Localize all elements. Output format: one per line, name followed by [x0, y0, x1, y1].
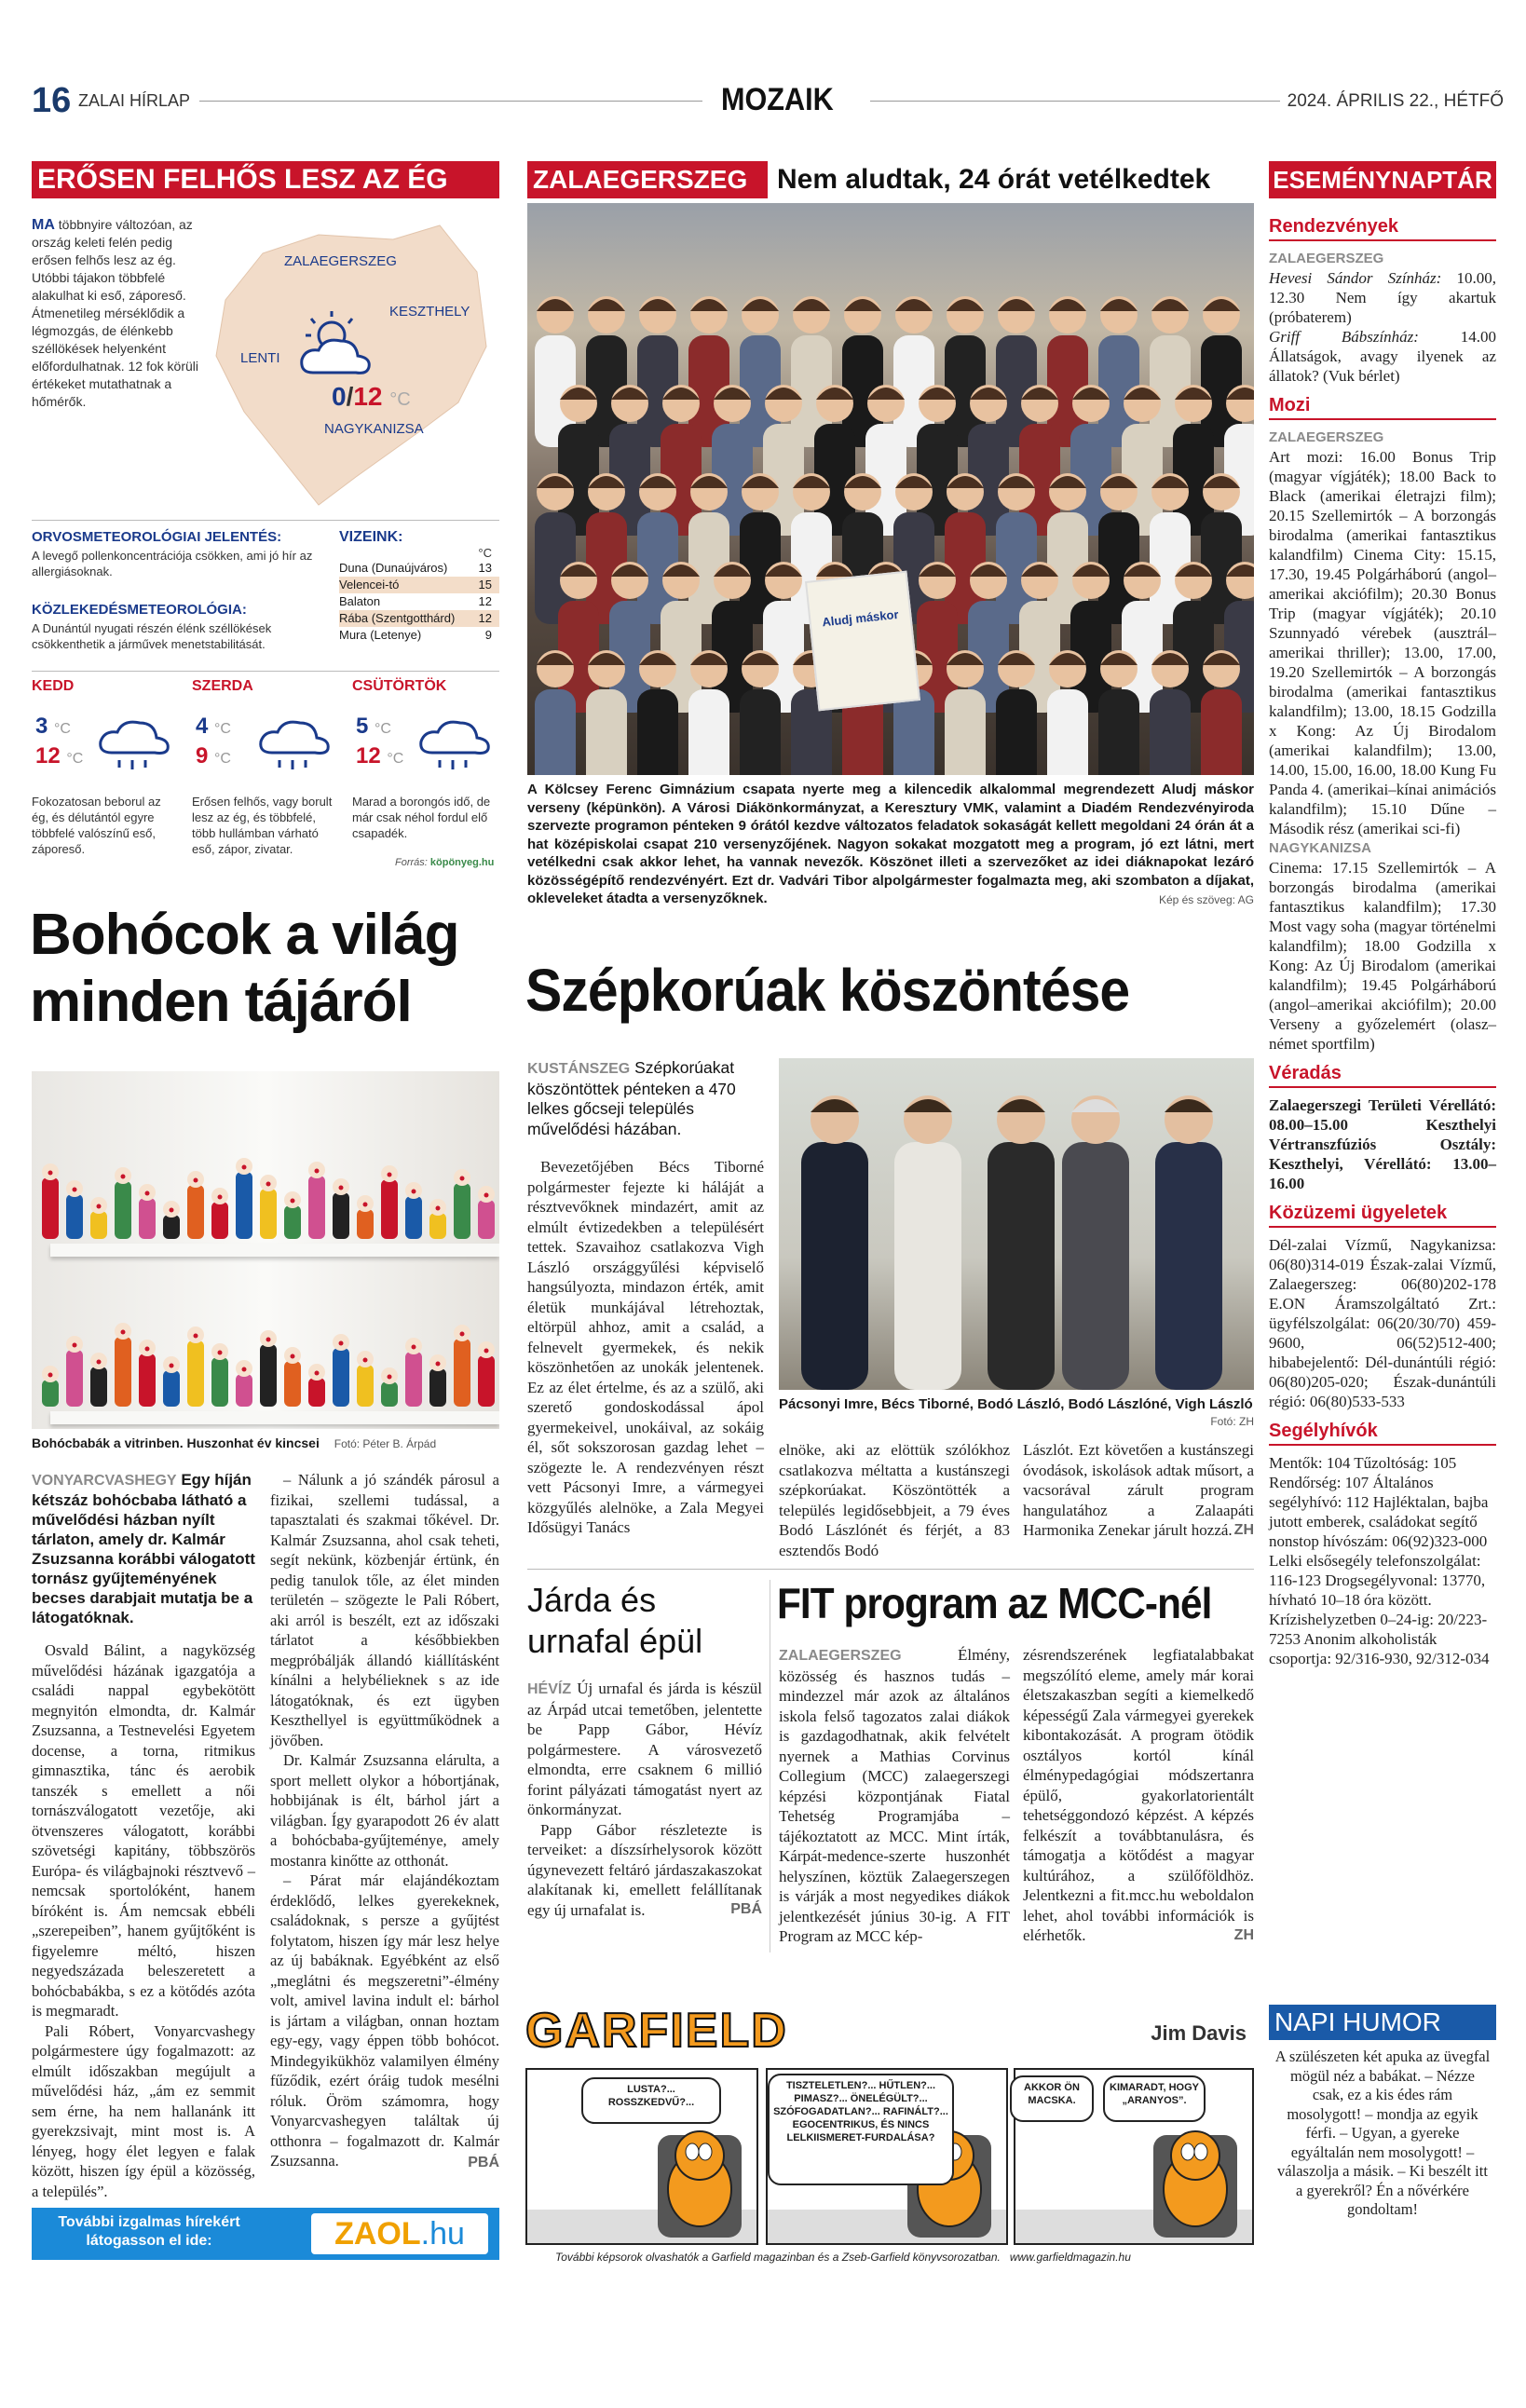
vizek-temp: 12 [478, 611, 492, 625]
sidebar-title: ESEMÉNYNAPTÁR [1269, 161, 1496, 198]
szepkor-signature: ZH [1233, 1521, 1254, 1538]
szepkor-photo [779, 1058, 1254, 1390]
jarda-text1: Új urnafal és járda is készül az Árpád utcai temetőben, jelentette be Papp Gábor, Hévíz polgármestere. A városvezető elmondta, erre csaknem 6 millió forint pályázati támogatást nyert az önkormányzat. [527, 1680, 762, 1818]
verseny-credit: Kép és szöveg: AG [1158, 893, 1254, 906]
szepkor-credit: Fotó: ZH [1210, 1415, 1254, 1428]
bohoc-caption-text: Bohócbabák a vitrinben. Huszonhat év kincsei [32, 1435, 320, 1450]
garfield-panels [525, 2068, 1254, 2245]
map-temp-low: 0 [332, 382, 347, 411]
forecast-text: Marad a borongós idő, de már csak néhol fordul elő csapadék. [352, 795, 491, 840]
szepkor-caption [779, 1395, 1254, 1431]
clown-doll [308, 1162, 325, 1239]
zaol-ad-line2: látogasson el ide: [86, 2233, 212, 2249]
bohoc-lead [32, 1470, 255, 1627]
jarda-text2: Papp Gábor részletezte is terveiket: a díszsírhelysorok között úgynevezett feltáró járdaszakaszokat alakítanak ki, emellett felállítanak egy új urnafalat is. [527, 1820, 762, 1919]
forecast-day-name: CSÜTÖRTÖK [352, 678, 447, 694]
napi-humor-box [1269, 2005, 1496, 2265]
weather-ma-label: MA [32, 217, 55, 233]
crowd-person [740, 650, 781, 775]
vizek-rows [339, 560, 499, 644]
szepkor-kicker: KUSTÁNSZEG [527, 1061, 631, 1077]
speech-bubble: LUSTA?... ROSSZKEDVŰ?... [581, 2077, 721, 2124]
vizek-row [339, 627, 499, 644]
clown-doll [187, 1326, 204, 1407]
clown-doll [211, 1188, 228, 1239]
sidebar-content [1269, 216, 1496, 1668]
sidebar-rend-list [1269, 268, 1496, 386]
clown-doll [66, 1180, 83, 1239]
zaol-ad[interactable] [32, 2208, 499, 2260]
header-date: 2024. ÁPRILIS 22., HÉTFŐ [1287, 91, 1504, 111]
szepkor-col2 [779, 1440, 1010, 1560]
group-person [894, 1095, 961, 1390]
weather-title: ERŐSEN FELHŐS LESZ AZ ÉG [32, 161, 499, 198]
page-header [32, 80, 1504, 121]
bohoc-title-line2: minden tájáról [30, 970, 412, 1034]
szepkor-lead [527, 1058, 764, 1139]
clown-doll [42, 1163, 59, 1239]
forecast-hi: 12 °C [356, 743, 404, 769]
vizek-name: Mura (Letenye) [339, 628, 422, 642]
sidebar-rend-city: ZALAEGERSZEG [1269, 251, 1384, 266]
clown-doll [90, 1353, 107, 1407]
crowd-person [586, 650, 627, 775]
kozl-title: KÖZLEKEDÉSMETEOROLÓGIA: [32, 602, 247, 618]
clown-doll [429, 1199, 446, 1239]
clown-doll [115, 1323, 131, 1407]
section-title: MOZAIK [721, 82, 834, 117]
szepkor-title: Szépkorúak köszöntése [525, 957, 1130, 1024]
clown-doll [211, 1343, 228, 1407]
map-city-lenti: LENTI [240, 350, 280, 366]
jarda-body [527, 1679, 762, 1920]
bohoc-kicker: VONYARCVASHEGY [32, 1473, 177, 1489]
vizek-temp: 13 [478, 561, 492, 575]
forecast-day [32, 678, 181, 883]
vizek-name: Velencei-tó [339, 578, 400, 592]
group-person [801, 1095, 868, 1390]
sidebar-mozi-text1: Art mozi: 16.00 Bonus Trip (magyar vígjáték); 18.00 Back to Black (amerikai életrajzi film); 20.15 Szellemirtók – A borzongás birodalma (amerikai fantasztikus kalandfilm) Cinema City: 15.15, 17.30, 19.45 Polgárháború (angol–amerikai akciófilm); 20.30 Bonus Trip (magyar vígjáték); 20.10 Szunnyadó vérebek (ausztrál–amerikai thriller); 13.00, 17.00, 19.20 Szellemirtók – A borzongás birodalma (amerikai fantasztikus kalandfilm); 13.00, 18.15 Godzilla x Kong: Az Új Birodalom (amerikai kalandfilm); 13.00, 14.00, 15.00, 16.00, 18.00 Kung Fu Panda 4. (amerikai–kínai animációs kalandfilm); 15.10 Dűne – Második rész (amerikai sci-fi) [1269, 448, 1496, 837]
jarda-headline [527, 1580, 760, 1662]
vizek-table [339, 529, 499, 644]
sidebar-mozi-text2: Cinema: 17.15 Szellemirtók – A borzongás birodalma (amerikai fantasztikus kalandfilm); 17.30 Most vagy soha (magyar történelmi kalandfilm); 18.00 Godzilla x Kong: Az Új Birodalom (amerikai kalandfilm); 19.45 Polgárháború (angol–amerikai akciófilm); 20.00 Verseny a győzelemért (olasz–német sportfilm) [1269, 859, 1496, 1053]
bohoc-col1 [32, 1470, 255, 2201]
rend-item [1269, 327, 1496, 386]
orvos-title: ORVOSMETEOROLÓGIAI JELENTÉS: [32, 529, 282, 545]
fit-col2 [1023, 1645, 1254, 1945]
crowd-person [535, 650, 576, 775]
bohoc-photo-credit: Fotó: Péter B. Árpád [334, 1437, 437, 1450]
map-city-keszthely: KESZTHELY [389, 304, 470, 320]
szepkor-body1: Bevezetőjében Bécs Tiborné polgármester fejezte ki háláját a résztvevőknek mindazért, amit az elmúlt évtizedekben a településért tettek. Szavaihoz csatlakozva Vigh László országgyűlési képviselő hangsúlyozta, mindazon érték, amit életük munkájával létrehoztak, eltörpül ahhoz, amit a család, a felnevelt gyermekek, és nekik köszönhetően az unokák jelentenek. Ez az élet értelme, és az a szülő, aki szerető gondoskodással ápol gyermekeivel, unokáival, az sokáig él, sőt sokszorosan gazdag lehet – szögezte le. A rendezvényen részt vett Pácsonyi Imre, a vármegyei közgyűlés alelnöke, a Zala Megyei Idősügyi Tanács [527, 1158, 764, 1536]
clown-doll [357, 1351, 374, 1407]
clown-doll [163, 1201, 180, 1239]
vizek-unit: °C [478, 546, 492, 560]
clown-doll [139, 1184, 156, 1239]
szepkor-body3: Lászlót. Ezt követően a kustánszegi óvodások, iskolások adtak műsort, a vacsorával zárult program hangulatához a Zalaapáti Harmonika Zenekar járult hozzá. [1023, 1441, 1254, 1539]
crowd-person [1098, 650, 1139, 775]
rend-place: Griff Bábszínház: [1269, 328, 1419, 346]
forecast-day [192, 678, 341, 883]
bohoc-headline [30, 902, 505, 1036]
sidebar-segely-text: Mentők: 104 Tűzoltóság: 105 Rendőrség: 107 Általános segélyhívó: 112 Hajléktalan, bajba jutott emberek, családokat segítő nonstop hívószám: 06(92)323-000 Lelki elsősegély telefonszolgálat: 116-123 Drogsegélyvonal: 13770, hívható 10–18 óra között. Krízishelyzetben 0–24-ig: 20/223-7253 Anonim alkoholisták csoportja: 92/316-930, 92/312-034 [1269, 1454, 1490, 1667]
rend-place: Hevesi Sándor Színház: [1269, 269, 1442, 287]
rain-cloud-icon [97, 712, 171, 777]
sidebar-rendezvenyek-head: Rendezvények [1269, 216, 1496, 241]
verseny-photo [527, 203, 1254, 775]
clown-doll [187, 1171, 204, 1239]
vizek-temp: 9 [484, 628, 492, 642]
vizek-temp: 12 [478, 594, 492, 608]
map-city-nagykanizsa: NAGYKANIZSA [324, 421, 424, 437]
speech-bubble: AKKOR ÖN MACSKA. [1010, 2075, 1094, 2122]
fit-signature: ZH [1233, 1926, 1254, 1943]
clown-doll [333, 1334, 349, 1407]
weather-divider [32, 520, 499, 521]
speech-bubble: TISZTELETLEN?... HŰTLEN?... PIMASZ?... ÖNELÉGÜLT?... SZÓFOGADATLAN?... RAFINÁLT?... EGOCENTRIKUS, ÉS NINCS LELKIISMERET-FURDALÁSA? [768, 2074, 954, 2185]
forecast-lo: 3 °C [35, 714, 71, 739]
garfield-logo: GARFIELD [525, 2004, 788, 2058]
clown-doll [478, 1341, 495, 1407]
jarda-title-line2: urnafal épül [527, 1622, 703, 1660]
crowd-person [1047, 650, 1088, 775]
fit-body2: zésrendszerének legfiatalabbakat megszólító eleme, amely már korai életszakaszban segíti a kiemelkedő képességű Zala vármegyei gyerekek kibontakozását. A program ötödik osztályos kortól kínál élménypedagógiai módszertanra épülő, gyakorlatorientált tehetséggondozó képzést. A képzés felkészít a továbbtanulásra, és támogatja a kötődést a magyar kultúrához, a szülőföldhöz. Jelentkezni a fit.mcc.hu weboldalon lehet, ahol további információk is elérhetők. [1023, 1646, 1254, 1944]
jarda-kicker: HÉVÍZ [527, 1681, 572, 1697]
clown-doll [429, 1354, 446, 1407]
crowd-person [1201, 650, 1242, 775]
mid-divider [527, 1569, 1254, 1570]
fit-body1: Élmény, közösség és hasznos tudás – mindezzel már azok az általános iskola felső tagozatos zalai diákok is gazdagodhatnak, akik felvételt nyernek a Mathias Corvinus Collegium (MCC) zalaegerszegi képzési központjának Fiatal Tehetség Programjába – tájékoztatott az MCC. Mint írták, Kárpát-medence-szerte huszonhét helyszínen, köztük Zalaegerszegen is várják a most negyedikes diákok jelentkezését június 30-ig. A FIT Program az MCC kép- [779, 1646, 1010, 1945]
forecast-day-name: SZERDA [192, 678, 253, 694]
humor-title: NAPI HUMOR [1269, 2005, 1496, 2040]
forecast-hi: 12 °C [35, 743, 84, 769]
kozl-text: A Dunántúl nyugati részén élénk széllökések csökkenthetik a járművek menetstabilitását. [32, 621, 272, 651]
vizek-row [339, 610, 499, 627]
map-city-zalaegerszeg: ZALAEGERSZEG [284, 253, 397, 269]
forecast-source [395, 857, 494, 868]
rend-item [1269, 268, 1496, 327]
clown-doll [236, 1158, 252, 1239]
zaol-ad-text [47, 2213, 252, 2251]
clown-doll [357, 1195, 374, 1239]
bohoc-para4: Dr. Kalmár Zsuzsanna elárulta, a sport mellett olykor a hóbortjának, hobbijának is élt, bárhol járt a világban. Így gyarapodott 26 év alatt a bohócbaba-gyűjteménye, amely mostanra kinőtte az otthonát. [270, 1751, 499, 1870]
bohoc-para2: Pali Róbert, Vonyarcvashegy polgármestere úgy fogalmazott: az elmúlt időszakban megújult a művelődési ház, „ám ez semmit sem érne, ha nem hallanánk itt gyerekzsivajt, mint most is. A lényeg, hogy élet legyen e falak között, hiszen így épül a közösség, a település”. [32, 2021, 255, 2200]
verseny-sign [805, 571, 920, 712]
clown-doll [139, 1340, 156, 1407]
forecast-days [32, 678, 499, 883]
clown-doll [163, 1356, 180, 1407]
forecast-day [352, 678, 501, 883]
zaol-logo-main: ZAOL [334, 2216, 421, 2252]
weather-divider-2 [32, 671, 499, 672]
bohoc-para3: – Nálunk a jó szándék párosul a fizikai, szellemi tudással, a tapasztalati és szakmai tőkével. Dr. Kalmár Zsuzsanna, ahol csak teheti, segít nekünk, közbenjár értünk, én pedig tanulok tőle, az élet minden területén – szögezte le Pali Róbert, aki arról is beszélt, ezt az időszaki tárlatot a későbbiekben megpróbálják állandó kiállításként kínálni a helybélieknek s az ide látogatóknak, és ezt ügyben Keszthellyel is együttműködnek a jövőben. [270, 1471, 499, 1749]
weather-today-text [32, 216, 199, 411]
rend-text: 14.00 Állatságok, avagy ilyenek az állatok? (Vuk bérlet) [1269, 328, 1496, 385]
fit-kicker: ZALAEGERSZEG [779, 1648, 902, 1664]
sidebar-mozi-city2: NAGYKANIZSA [1269, 840, 1372, 856]
verseny-kicker: ZALAEGERSZEG [527, 161, 768, 198]
sidebar-kozuzemi-text: Dél-zalai Vízmű, Nagykanizsa: 06(80)314-019 Észak-zalai Vízmű, Zalaegerszeg: 06(80)202-178 E.ON Áramszolgáltató Zrt.: ügyfélszolgálat: 06(20/30/70) 459-9600, 06(52)512-400; hibabejelentő: Dél-dunántúli régió: 06(80)205-020; Észak-dunántúli régió: 06(80)533-533 [1269, 1236, 1496, 1410]
garfield-strip [525, 2001, 1254, 2271]
verseny-caption-text: A Kölcsey Ferenc Gimnázium csapata nyerte meg a kilencedik alkalommal megrendezett Aludj máskor verseny (képünkön). A Városi Diákönkormányzat, a Keresztury VMK, valamint a Diadém Rendezvényiroda szervezte programon pénteken 9 órától kezdve változatos feladatok sokaságát kellett megoldani 24 órán át a hat középiskolai csapat 210 versenyzőjének. Nagyon sokakat mozgatott meg a program, jó ezt látni, mert vetélkedni csak akkor lehet, ha vannak nevezők. Köszönet illeti a szervezőket az idei diáknapokat lezáró közösségépítő rendezvényért. Ezt dr. Vadvári Tibor alpolgármester fogalmazta meg, aki szombaton a díjakat, okleveleket átadta a versenyzőknek. [527, 782, 1254, 906]
clown-doll [381, 1367, 398, 1407]
bohoc-para5: – Párat már elajándékoztam érdeklődő, lelkes gyerekeknek, családoknak, s persze a gyűjtést folytatom, hiszen így már lesz helye az új babáknak. Egyébként az első „meglátni és megszeretni”-élmény volt, amivel lavina indult el: bárhol is jártam a világban, onnan hoztam egy-egy, vagy éppen több bohócot. Mindegyikükhöz valamilyen élmény fűződik, ezért óráig tudok mesélni róluk. Öröm számomra, hogy Vonyarcvashegyen találtak új otthonra – fogalmazott dr. Kalmár Zsuzsanna. [270, 1871, 499, 2170]
forras-label: Forrás: [395, 857, 428, 868]
verseny-caption [527, 781, 1254, 910]
vizek-row [339, 593, 499, 610]
vizek-row [339, 577, 499, 593]
clown-doll [284, 1191, 301, 1239]
rain-cloud-icon [417, 712, 492, 777]
forecast-text: Fokozatosan beborul az ég, és délutántól egyre többfelé valószínű eső, záporeső. [32, 795, 161, 856]
vizek-title: VIZEINK: [339, 529, 403, 545]
crowd-person [688, 650, 729, 775]
bohoc-title-line1: Bohócok a világ [30, 903, 459, 967]
zaol-logo[interactable] [311, 2213, 488, 2254]
clown-doll [42, 1366, 59, 1407]
crowd-person [945, 650, 986, 775]
bohoc-photo [32, 1071, 499, 1429]
sidebar-segely-head: Segélyhívók [1269, 1421, 1496, 1446]
page-number: 16 [32, 81, 72, 120]
clown-doll [90, 1197, 107, 1239]
group-person [1155, 1095, 1222, 1390]
group-person [1062, 1095, 1129, 1390]
header-rule-right [870, 101, 1280, 102]
clown-doll [478, 1186, 495, 1239]
bohoc-para1: Osvald Bálint, a nagyközség művelődési házának igazgatója a családi nappal egybekötött megnyitón elmondta, dr. Kalmár Zsuzsanna, a Testnevelési Egyetem docense, a torna, ritmikus gimnasztika, tánc és aerobik tanszék s emellett a női tornászválogatott vezetője, aki ötvenszeres válogatott, korábbi szövetségi kapitány, többszörös Európa- és világbajnoki résztvevő – nemcsak sportolóként, hanem bíróként is. Ám nemcsak ebbéli „szerepeiben”, hanem gyűjtőként is figyelemre méltó, hiszen negyedszázada beleszeretett a bohócbabákba, s ez a kötődés azóta is megmaradt. [32, 1641, 255, 2020]
forecast-text: Erősen felhős, vagy borult lesz az ég, és többfelé, több hullámban várható eső, zápor, zivatar. [192, 795, 333, 856]
sidebar-veradas-text: Zalaegerszegi Területi Vérellátó: 08.00–15.00 Keszthelyi Vértranszfúziós Osztály: Keszthelyi, Vérellátó: 13.00–16.00 [1269, 1096, 1496, 1192]
crowd-person [996, 650, 1037, 775]
vizek-name: Duna (Dunaújváros) [339, 561, 448, 575]
clown-doll [333, 1178, 349, 1239]
vizek-row [339, 560, 499, 577]
bohoc-col2 [270, 1470, 499, 2172]
szepkor-lead-text: Szépkorúakat köszöntöttek pénteken a 470 lelkes gőcseji település művelődési házában. [527, 1058, 736, 1138]
szepkor-body2: elnöke, aki az elöttük szólókhoz csatlakozva méltatta a kustánszegi szépkorúakat. Köszöntötték a település legidősebbjeit, a 79 éves Bodó Lászlónét és férjét, a 83 esztendős Bodó [779, 1441, 1010, 1559]
zaol-ad-line1: További izgalmas hírekért [58, 2214, 240, 2230]
clown-doll [405, 1182, 422, 1239]
fit-col1 [779, 1645, 1010, 1947]
map-temp-high: 12 [353, 382, 383, 411]
bohoc-caption [32, 1435, 499, 1453]
clown-doll [236, 1360, 252, 1407]
sidebar-veradas-head: Véradás [1269, 1063, 1496, 1088]
humor-text: A szülészeten két apuka az üvegfal mögül néz a babákat. – Nézze csak, ez a kis édes rám mosolygott! – mondja az egyik férfi. – Ugyan, a gyereke egyáltalán nem mosolygott! – válaszolja a másik. – Ki beszélt itt a gyerekről? Én a nővérkére gondoltam! [1274, 2047, 1491, 2218]
clown-doll [405, 1338, 422, 1407]
bohoc-signature: PBÁ [468, 2154, 499, 2170]
garfield-footer: További képsorok olvashatók a Garfield magazinban és a Zseb-Garfield könyvsorozatban. www.garfieldmagazin.hu [555, 2251, 1131, 2264]
szepkor-col1 [527, 1157, 764, 1538]
map-temperature: 0/12 °C [332, 382, 411, 411]
clown-doll [308, 1364, 325, 1407]
jarda-signature: PBÁ [730, 1901, 762, 1917]
weather-ma-body: többnyire változóan, az ország keleti felén pedig erősen felhős lesz az ég. Utóbbi tájakon többfelé alakulhat ki eső, záporeső. Átmenetileg mérséklődik a légmozgás, de élénkebb széllökések helyenként előfordulhatnak. 12 fok körüli értékeket mutathatnak a hőmérők. [32, 217, 198, 409]
clown-doll [381, 1165, 398, 1239]
rain-cloud-icon [257, 712, 332, 777]
verseny-sign-text: Aludj máskor [821, 606, 900, 630]
clown-doll [260, 1330, 277, 1407]
forecast-lo: 4 °C [196, 714, 231, 739]
forras-src: köpönyeg.hu [429, 857, 495, 868]
crowd-person [1150, 650, 1191, 775]
group-person [988, 1095, 1055, 1390]
clown-doll [284, 1347, 301, 1407]
sidebar-mozi-city1: ZALAEGERSZEG [1269, 429, 1384, 445]
clown-doll [454, 1325, 470, 1407]
clown-doll [66, 1336, 83, 1407]
forecast-hi: 9 °C [196, 743, 231, 769]
sidebar-mozi-head: Mozi [1269, 395, 1496, 420]
header-rule-left [199, 101, 702, 102]
vizek-temp: 15 [478, 578, 492, 592]
fit-title: FIT program az MCC-nél [777, 1579, 1212, 1627]
sidebar-kozuzemi-head: Közüzemi ügyeletek [1269, 1203, 1496, 1228]
clown-doll [115, 1167, 131, 1239]
rend-text: 10.00, 12.30 Nem így akartuk (próbaterem) [1269, 269, 1496, 326]
forecast-day-name: KEDD [32, 678, 75, 694]
szepkor-caption-text: Pácsonyi Imre, Bécs Tiborné, Bodó László, Bodó Lászlóné, Vigh László [779, 1396, 1253, 1412]
clown-doll [454, 1169, 470, 1239]
crowd-person [637, 650, 678, 775]
map-temp-unit: °C [389, 389, 411, 410]
speech-bubble: KIMARADT, HOGY „ARANYOS”. [1103, 2075, 1206, 2122]
vizek-name: Rába (Szentgotthárd) [339, 611, 456, 625]
cloud-sun-icon [294, 307, 378, 382]
paper-name: ZALAI HÍRLAP [78, 91, 191, 110]
vizek-name: Balaton [339, 594, 381, 608]
szepkor-col3 [1023, 1440, 1254, 1540]
garfield-author: Jim Davis [1151, 2021, 1247, 2045]
clown-doll [260, 1175, 277, 1239]
jarda-title-line1: Járda és [527, 1581, 657, 1619]
verseny-title: Nem aludtak, 24 órát vetélkedtek [777, 164, 1211, 195]
forecast-lo: 5 °C [356, 714, 391, 739]
bohoc-lead-text: Egy híján kétszáz bohócbaba látható a művelődési házban nyílt tárlaton, amely dr. Kalmár Zsuzsanna korábbi válogatott tornász gyűjteményének becses darabjait mutatja be a látogatóknak. [32, 1471, 255, 1626]
zaol-logo-tld: .hu [420, 2216, 465, 2252]
orvos-text: A levegő pollenkoncentrációja csökken, ami jó hír az allergiásoknak. [32, 549, 313, 578]
